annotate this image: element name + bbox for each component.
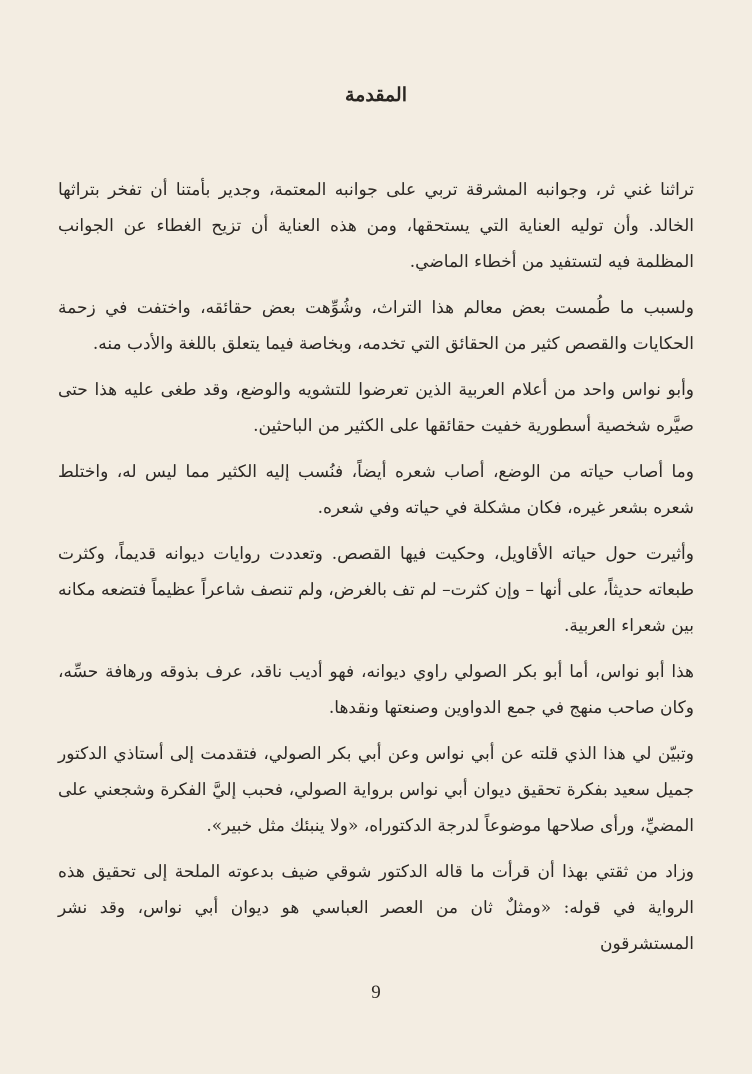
- paragraph-3: وأبو نواس واحد من أعلام العربية الذين تعرضوا للتشويه والوضع، وقد طغى عليه هذا حتى صيَّره شخصية أسطورية خفيت حقائقها على الكثير من الباحثين.: [58, 380, 694, 436]
- page-number: 9: [371, 982, 381, 1003]
- paragraph-4: وما أصاب حياته من الوضع، أصاب شعره أيضاً، فنُسب إليه الكثير مما ليس له، واختلط شعره بشعر غيره، فكان مشكلة في حياته وفي شعره.: [58, 462, 694, 518]
- paragraph-2: ولسبب ما طُمست بعض معالم هذا التراث، وشُوِّهت بعض حقائقه، واختفت في زحمة الحكايات والقصص كثير من الحقائق التي تخدمه، وبخاصة فيما يتعلق باللغة والأدب منه.: [58, 298, 694, 354]
- paragraph-7: وتبيّن لي هذا الذي قلته عن أبي نواس وعن أبي بكر الصولي، فتقدمت إلى أستاذي الدكتور جميل سعيد بفكرة تحقيق ديوان أبي نواس برواية الصولي، فحبب إليَّ الفكرة وشجعني على المضيِّ، ورأى صلاحها موضوعاً لدرجة الدكتوراه، «ولا ينبئك مثل خبير».: [58, 744, 694, 836]
- page-title: المقدمة: [344, 84, 407, 106]
- paragraph-5: وأثيرت حول حياته الأقاويل، وحكيت فيها القصص. وتعددت روايات ديوانه قديماً، وكثرت طبعاته حديثاً، على أنها – وإن كثرت– لم تف بالغرض، ولم تنصف شاعراً عظيماً فتضعه مكانه بين شعراء العربية.: [58, 544, 694, 636]
- paragraph-6: هذا أبو نواس، أما أبو بكر الصولي راوي ديوانه، فهو أديب ناقد، عرف بذوقه ورهافة حسِّه، وكان صاحب منهج في جمع الدواوين وصنعتها ونقدها.: [58, 662, 694, 718]
- paragraph-1: تراثنا غني ثر، وجوانبه المشرقة تربي على جوانبه المعتمة، وجدير بأمتنا أن تفخر بتراثها الخالد. وأن توليه العناية التي يستحقها، ومن هذه العناية أن تزيح الغطاء عن الجوانب المظلمة فيه لتستفيد من أخطاء الماضي.: [58, 180, 694, 272]
- paragraph-8: وزاد من ثقتي بهذا أن قرأت ما قاله الدكتور شوقي ضيف بدعوته الملحة إلى تحقيق هذه الرواية في قوله: «ومثلٌ ثان من العصر العباسي هو ديوان أبي نواس، وقد نشر المستشرقون: [58, 862, 694, 954]
- body-text: [58, 172, 694, 972]
